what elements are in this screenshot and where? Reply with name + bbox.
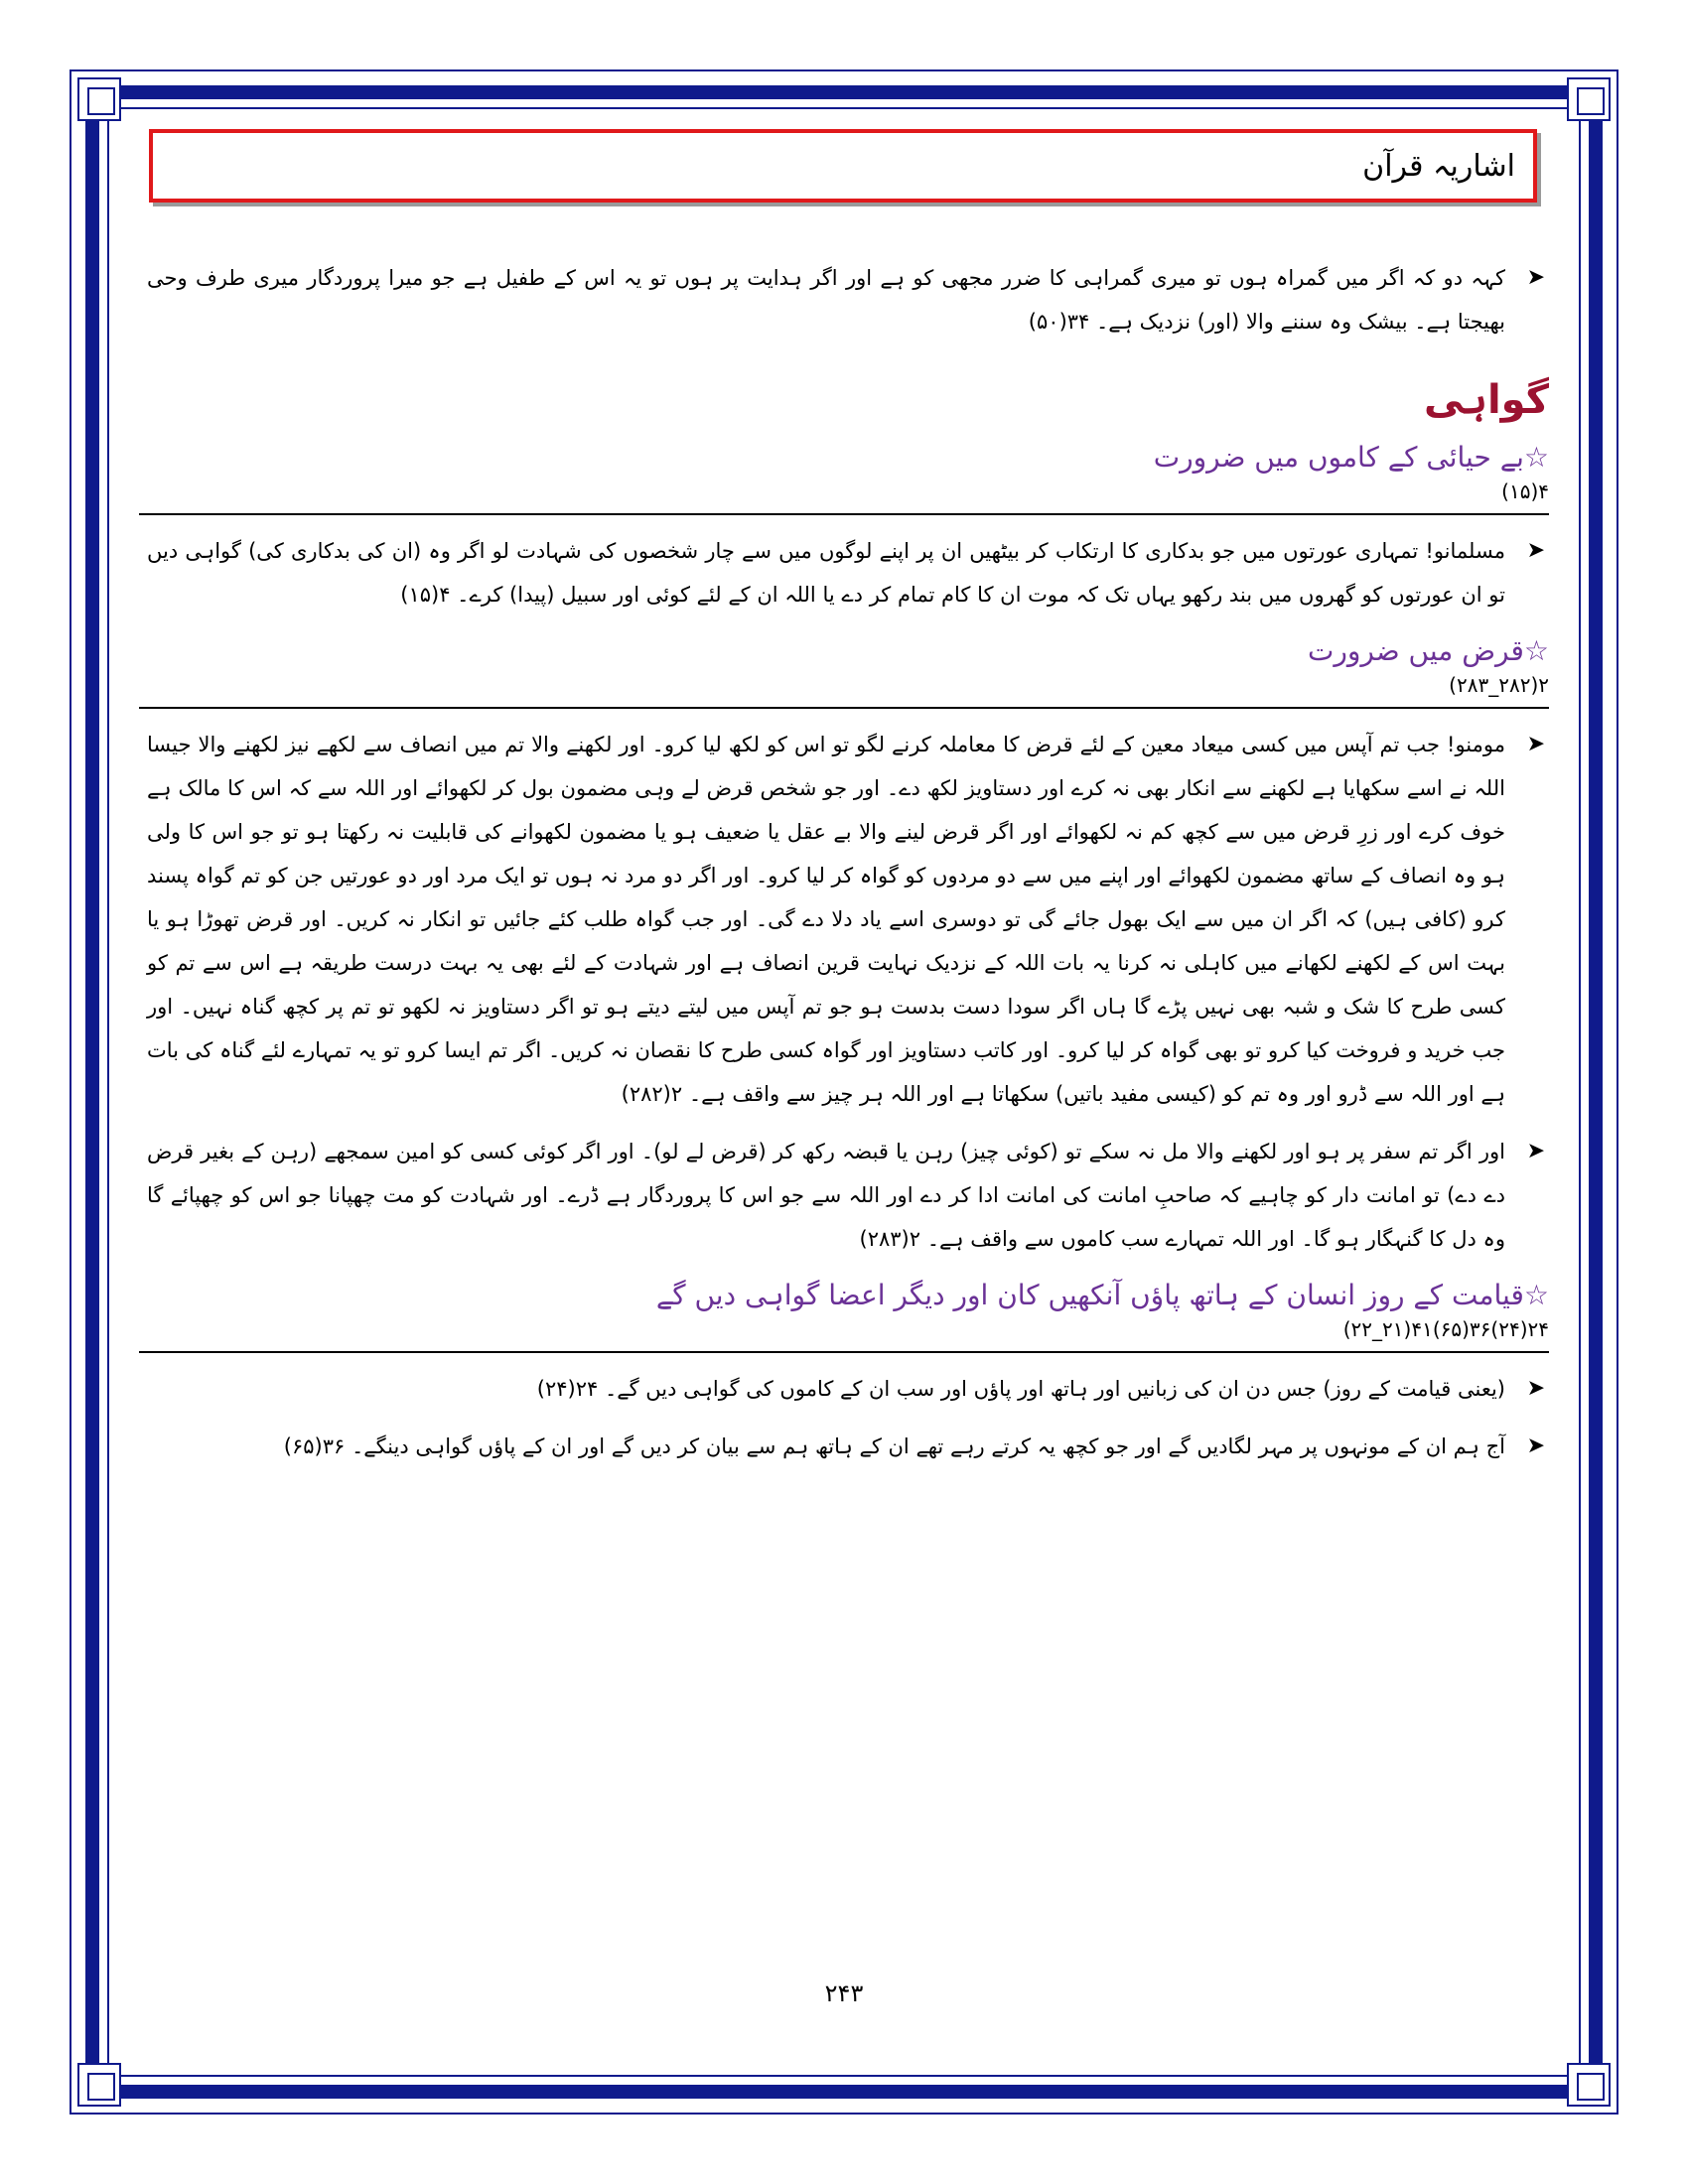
reference-line: ۲۴(۲۴)۳۶(۶۵)۴۱(۲۱_۲۲)	[1342, 1317, 1549, 1341]
list-item	[139, 1367, 1549, 1411]
section-heading: گواہی	[1424, 377, 1549, 423]
divider	[139, 513, 1549, 515]
corner-ornament	[77, 2063, 121, 2107]
divider	[139, 1351, 1549, 1353]
paragraph-text: (یعنی قیامت کے روز) جس دن ان کی زبانیں اور ہاتھ اور پاؤں اور سب ان کے کاموں کی گواہی دیں گے۔ ۲۴(۲۴)	[536, 1377, 1505, 1401]
arrow-bullet-icon: ➤	[1526, 1433, 1545, 1458]
paragraph-text: مسلمانو! تمہاری عورتوں میں جو بدکاری کا ارتکاب کر بیٹھیں ان پر اپنے لوگوں میں سے چار شخصوں کی شہادت لو اگر وہ (ان کی بدکاری کی) گواہی دیں تو ان عورتوں کو گھروں میں بند رکھو یہاں تک کہ موت ان کا کام تمام کر دے یا اللہ ان کے لئے کوئی اور سبیل (پیدا) کرے۔ ۴(۱۵)	[147, 539, 1505, 607]
corner-ornament	[1567, 2063, 1611, 2107]
page-content	[139, 129, 1549, 2035]
list-item	[139, 723, 1549, 1116]
page-number: ۲۴۳	[824, 1979, 864, 2007]
corner-ornament	[77, 77, 121, 121]
list-item	[139, 529, 1549, 616]
reference-line: ۴(۱۵)	[1501, 479, 1549, 503]
topic-heading: ☆بے حیائی کے کاموں میں ضرورت	[1153, 441, 1549, 474]
paragraph-text: کہہ دو کہ اگر میں گمراہ ہوں تو میری گمراہی کا ضرر مجھی کو ہے اور اگر ہدایت پر ہوں تو یہ اس کے طفیل ہے جو میرا پروردگار میری طرف وحی بھیجتا ہے۔ بیشک وہ سننے والا (اور) نزدیک ہے۔ ۳۴(۵۰)	[147, 266, 1505, 334]
paragraph-text: اور اگر تم سفر پر ہو اور لکھنے والا مل نہ سکے تو (کوئی چیز) رہن یا قبضہ رکھ کر (قرض لے لو)۔ اور اگر کوئی کسی کو امین سمجھے (رہن کے بغیر قرض دے دے) تو امانت دار کو چاہیے کہ صاحبِ امانت کی امانت ادا کر دے اور اللہ سے جو اس کا پروردگار ہے ڈرے۔ اور شہادت کو مت چھپانا جو اس کو چھپائے گا وہ دل کا گنہگار ہو گا۔ اور اللہ تمہارے سب کاموں سے واقف ہے۔ ۲(۲۸۳)	[147, 1140, 1505, 1251]
paragraph-text: آج ہم ان کے مونہوں پر مہر لگادیں گے اور جو کچھ یہ کرتے رہے تھے ان کے ہاتھ ہم سے بیان کر دیں گے اور ان کے پاؤں گواہی دینگے۔ ۳۶(۶۵)	[283, 1434, 1505, 1458]
arrow-bullet-icon: ➤	[1526, 1139, 1545, 1163]
reference-line: ۲(۲۸۲_۲۸۳)	[1449, 673, 1549, 697]
page-title: اشاریہ قرآن	[1362, 148, 1515, 184]
list-item	[139, 1425, 1549, 1468]
divider	[139, 707, 1549, 709]
corner-ornament	[1567, 77, 1611, 121]
arrow-bullet-icon: ➤	[1526, 732, 1545, 756]
arrow-bullet-icon: ➤	[1526, 538, 1545, 563]
list-item	[139, 1130, 1549, 1261]
header-box	[149, 129, 1537, 203]
arrow-bullet-icon: ➤	[1526, 265, 1545, 290]
arrow-bullet-icon: ➤	[1526, 1376, 1545, 1401]
list-item	[139, 256, 1549, 343]
topic-heading: ☆قرض میں ضرورت	[1308, 634, 1549, 667]
topic-heading: ☆قیامت کے روز انسان کے ہاتھ پاؤں آنکھیں کان اور دیگر اعضا گواہی دیں گے	[655, 1279, 1549, 1311]
paragraph-text: مومنو! جب تم آپس میں کسی میعاد معین کے لئے قرض کا معاملہ کرنے لگو تو اس کو لکھ لیا کرو۔ اور لکھنے والا تم میں انصاف سے لکھے نیز لکھنے والا جیسا اللہ نے اسے سکھایا ہے لکھنے سے انکار بھی نہ کرے اور دستاویز لکھ دے۔ اور جو شخص قرض لے وہی مضمون بول کر لکھوائے اور اللہ سے کہ اس کا مالک ہے خوف کرے اور زرِ قرض میں سے کچھ کم نہ لکھوائے اور اگر قرض لینے والا بے عقل یا ضعیف ہو یا مضمون لکھوانے کی قابلیت نہ رکھتا ہو تو جو اس کا ولی ہو وہ انصاف کے ساتھ مضمون لکھوائے اور اپنے میں سے دو مردوں کو گواہ کر لیا کرو۔ اور اگر دو مرد نہ ہوں تو ایک مرد اور دو عورتیں جن کو تم گواہ پسند کرو (کافی ہیں) کہ اگر ان میں سے ایک بھول جائے گی تو دوسری اسے یاد دلا دے گی۔ اور جب گواہ طلب کئے جائیں تو انکار نہ کریں۔ اور قرض تھوڑا ہو یا بہت اس کے لکھنے لکھانے میں کاہلی نہ کرنا یہ بات اللہ کے نزدیک نہایت قرین انصاف ہے اور شہادت کے لئے بھی یہ بہت درست طریقہ ہے اس سے تم کو کسی طرح کا شک و شبہ بھی نہیں پڑے گا ہاں اگر سودا دست بدست ہو جو تم آپس میں لیتے دیتے ہو تو اگر دستاویز نہ لکھو تو تم پر کچھ گناہ نہیں۔ اور جب خرید و فروخت کیا کرو تو بھی گواہ کر لیا کرو۔ اور کاتب دستاویز اور گواہ کسی طرح کا نقصان نہ کریں۔ اگر تم ایسا کرو تو یہ تمہارے لئے گناہ کی بات ہے اور اللہ سے ڈرو اور وہ تم کو (کیسی مفید باتیں) سکھاتا ہے اور اللہ ہر چیز سے واقف ہے۔ ۲(۲۸۲)	[147, 733, 1505, 1106]
